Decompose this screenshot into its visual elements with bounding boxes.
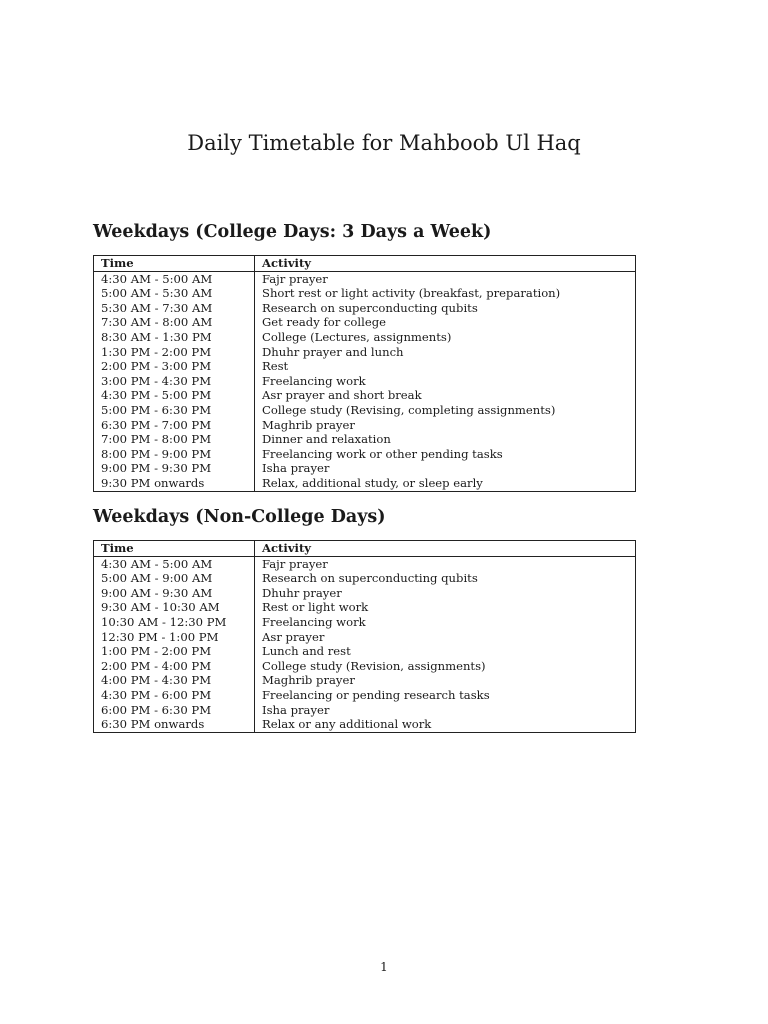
table-header-row [94, 256, 636, 272]
activity-cell: Rest [255, 359, 636, 374]
time-cell: 5:00 PM - 6:30 PM [94, 403, 255, 418]
activity-cell: Research on superconducting qubits [255, 571, 636, 586]
timetable-college-days [93, 255, 636, 492]
time-cell: 4:00 PM - 4:30 PM [94, 673, 255, 688]
table-row [94, 461, 636, 476]
time-cell: 1:30 PM - 2:00 PM [94, 345, 255, 360]
activity-cell: Freelancing or pending research tasks [255, 688, 636, 703]
table-row [94, 476, 636, 491]
table-row [94, 388, 636, 403]
section-heading-college-days: Weekdays (College Days: 3 Days a Week) [93, 222, 492, 242]
table-row [94, 403, 636, 418]
time-cell: 5:00 AM - 9:00 AM [94, 571, 255, 586]
activity-cell: Maghrib prayer [255, 418, 636, 433]
table-row [94, 286, 636, 301]
activity-cell: Fajr prayer [255, 271, 636, 286]
table-row [94, 717, 636, 732]
table-row [94, 571, 636, 586]
time-cell: 2:00 PM - 4:00 PM [94, 659, 255, 674]
activity-cell: Research on superconducting qubits [255, 301, 636, 316]
time-cell: 8:00 PM - 9:00 PM [94, 447, 255, 462]
activity-cell: Rest or light work [255, 600, 636, 615]
column-header-activity: Activity [255, 541, 636, 557]
page-number: 1 [380, 960, 388, 974]
table-row [94, 556, 636, 571]
time-cell: 12:30 PM - 1:00 PM [94, 630, 255, 645]
time-cell: 5:00 AM - 5:30 AM [94, 286, 255, 301]
column-header-time: Time [94, 256, 255, 272]
table-row [94, 644, 636, 659]
table-row [94, 315, 636, 330]
table-row [94, 301, 636, 316]
table-row [94, 673, 636, 688]
table-row [94, 359, 636, 374]
activity-cell: Lunch and rest [255, 644, 636, 659]
table-row [94, 345, 636, 360]
table-row [94, 688, 636, 703]
section-heading-non-college-days: Weekdays (Non-College Days) [93, 507, 386, 527]
activity-cell: Short rest or light activity (breakfast, preparation) [255, 286, 636, 301]
time-cell: 9:00 PM - 9:30 PM [94, 461, 255, 476]
activity-cell: Asr prayer and short break [255, 388, 636, 403]
page-title: Daily Timetable for Mahboob Ul Haq [187, 131, 581, 155]
table-header-row [94, 541, 636, 557]
activity-cell: Dhuhr prayer and lunch [255, 345, 636, 360]
activity-cell: Relax, additional study, or sleep early [255, 476, 636, 491]
table-row [94, 330, 636, 345]
time-cell: 4:30 PM - 5:00 PM [94, 388, 255, 403]
time-cell: 4:30 AM - 5:00 AM [94, 556, 255, 571]
time-cell: 6:30 PM - 7:00 PM [94, 418, 255, 433]
time-cell: 6:00 PM - 6:30 PM [94, 703, 255, 718]
time-cell: 4:30 AM - 5:00 AM [94, 271, 255, 286]
activity-cell: Maghrib prayer [255, 673, 636, 688]
activity-cell: College study (Revision, assignments) [255, 659, 636, 674]
time-cell: 4:30 PM - 6:00 PM [94, 688, 255, 703]
activity-cell: Dinner and relaxation [255, 432, 636, 447]
time-cell: 1:00 PM - 2:00 PM [94, 644, 255, 659]
activity-cell: Isha prayer [255, 461, 636, 476]
table-row [94, 374, 636, 389]
activity-cell: Freelancing work [255, 374, 636, 389]
time-cell: 3:00 PM - 4:30 PM [94, 374, 255, 389]
table-row [94, 586, 636, 601]
activity-cell: Relax or any additional work [255, 717, 636, 732]
time-cell: 8:30 AM - 1:30 PM [94, 330, 255, 345]
table-row [94, 703, 636, 718]
activity-cell: Freelancing work or other pending tasks [255, 447, 636, 462]
time-cell: 2:00 PM - 3:00 PM [94, 359, 255, 374]
table-row [94, 600, 636, 615]
column-header-activity: Activity [255, 256, 636, 272]
time-cell: 9:00 AM - 9:30 AM [94, 586, 255, 601]
table-row [94, 630, 636, 645]
table-row [94, 447, 636, 462]
time-cell: 7:30 AM - 8:00 AM [94, 315, 255, 330]
timetable-non-college-days [93, 540, 636, 733]
time-cell: 5:30 AM - 7:30 AM [94, 301, 255, 316]
column-header-time: Time [94, 541, 255, 557]
time-cell: 10:30 AM - 12:30 PM [94, 615, 255, 630]
activity-cell: Fajr prayer [255, 556, 636, 571]
time-cell: 6:30 PM onwards [94, 717, 255, 732]
activity-cell: Asr prayer [255, 630, 636, 645]
table-row [94, 271, 636, 286]
activity-cell: College (Lectures, assignments) [255, 330, 636, 345]
time-cell: 7:00 PM - 8:00 PM [94, 432, 255, 447]
activity-cell: Get ready for college [255, 315, 636, 330]
time-cell: 9:30 AM - 10:30 AM [94, 600, 255, 615]
time-cell: 9:30 PM onwards [94, 476, 255, 491]
table-row [94, 659, 636, 674]
activity-cell: Dhuhr prayer [255, 586, 636, 601]
activity-cell: Isha prayer [255, 703, 636, 718]
table-row [94, 615, 636, 630]
activity-cell: Freelancing work [255, 615, 636, 630]
table-row [94, 418, 636, 433]
table-row [94, 432, 636, 447]
activity-cell: College study (Revising, completing assignments) [255, 403, 636, 418]
